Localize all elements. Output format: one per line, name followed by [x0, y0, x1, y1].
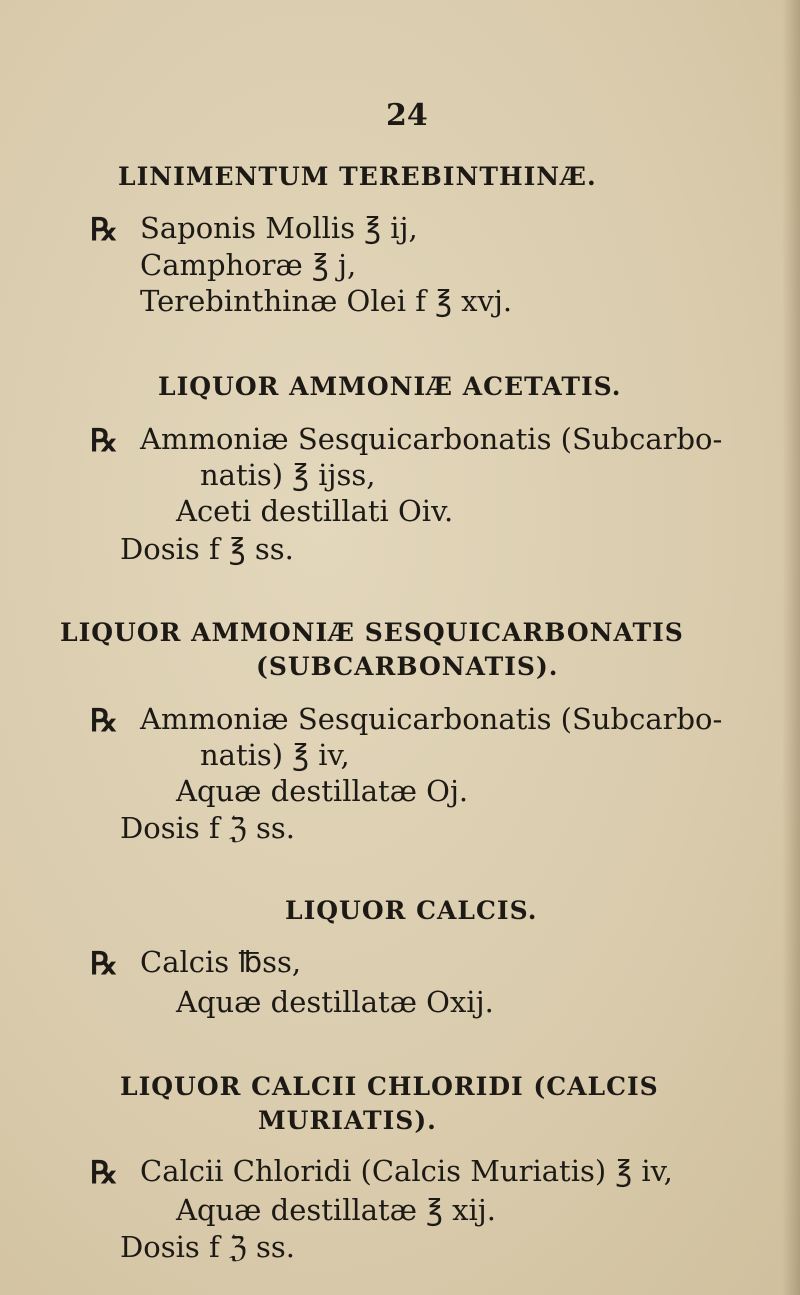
dosis-line: Dosis f ℨ ss. — [120, 1230, 295, 1264]
page-edge-shadow — [782, 0, 800, 1295]
section-heading: LINIMENTUM TEREBINTHINÆ. — [118, 162, 597, 191]
ingredient-line: Aquæ destillatæ Oj. — [176, 774, 469, 808]
rx-symbol: ℞ — [90, 946, 118, 982]
ingredient-line: Calcii Chloridi (Calcis Muriatis) ℥ iv, — [140, 1154, 673, 1188]
ingredient-line: natis) ℥ iv, — [200, 738, 350, 772]
ingredient-line: Saponis Mollis ℥ ij, — [140, 211, 418, 245]
ingredient-line: Terebinthinæ Olei f ℥ xvj. — [140, 284, 513, 318]
rx-symbol: ℞ — [90, 423, 118, 459]
ingredient-line: Ammoniæ Sesquicarbonatis (Subcarbo- — [140, 702, 723, 736]
ingredient-line: Ammoniæ Sesquicarbonatis (Subcarbo- — [140, 422, 723, 456]
dosis-line: Dosis f ℥ ss. — [120, 532, 294, 566]
rx-symbol: ℞ — [90, 703, 118, 739]
section-heading: MURIATIS). — [258, 1106, 437, 1135]
dosis-line: Dosis f ℨ ss. — [120, 811, 295, 845]
ingredient-line: Aquæ destillatæ Oxij. — [176, 985, 494, 1019]
section-heading: LIQUOR AMMONIÆ ACETATIS. — [158, 372, 622, 401]
ingredient-line: Camphoræ ℥ j, — [140, 248, 357, 282]
ingredient-line: Aquæ destillatæ ℥ xij. — [176, 1193, 496, 1227]
section-heading: LIQUOR AMMONIÆ SESQUICARBONATIS — [60, 618, 684, 647]
section-heading: (SUBCARBONATIS). — [256, 652, 559, 681]
ingredient-line: natis) ℥ ijss, — [200, 458, 376, 492]
section-heading: LIQUOR CALCIS. — [285, 896, 538, 925]
rx-symbol: ℞ — [90, 212, 118, 248]
ingredient-line: Calcis ℔ss, — [140, 945, 302, 979]
rx-symbol: ℞ — [90, 1155, 118, 1191]
page-number: 24 — [386, 98, 428, 133]
section-heading: LIQUOR CALCII CHLORIDI (CALCIS — [120, 1072, 659, 1101]
ingredient-line: Aceti destillati Oiv. — [176, 494, 454, 528]
